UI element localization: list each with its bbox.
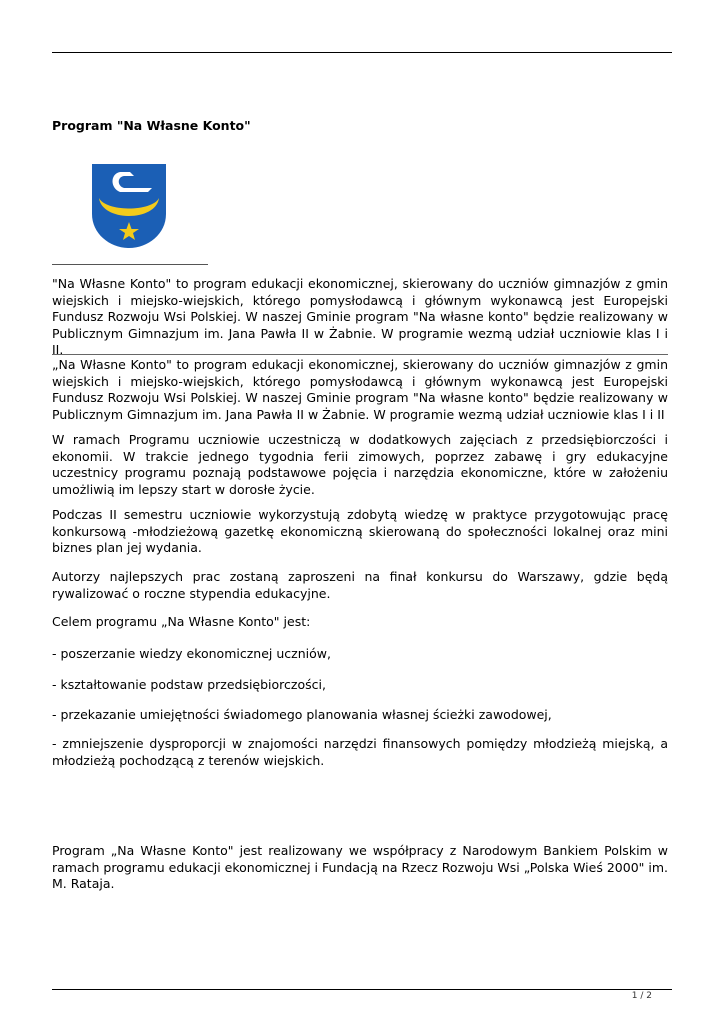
- separator-rule: [52, 264, 208, 265]
- crest-emblem: [90, 162, 168, 250]
- list-item-goal-1: - poszerzanie wiedzy ekonomicznej uczniów,: [52, 646, 331, 661]
- paragraph-semester: Podczas II semestru uczniowie wykorzystują zdobytą wiedzę w praktyce przygotowując pracę konkursową -młodzieżową gazetkę ekonomiczną skierowaną do społeczności lokalnej oraz mini biznes plan jej wydania.: [52, 507, 668, 556]
- paragraph-program-scope: W ramach Programu uczniowie uczestniczą w dodatkowych zajęciach z przedsiębiorczości i ekonomii. W trakcie jednego tygodnia ferii zimowych, poprzez zabawę i gry edukacyjne uczestnicy programu poznają podstawowe pojęcia i narzędzia ekonomiczne, które w założeniu umożliwią im lepszy start w dorosłe życie.: [52, 432, 668, 497]
- footer-rule: [52, 989, 672, 990]
- paragraph-partners: Program „Na Własne Konto" jest realizowany we współpracy z Narodowym Bankiem Polskim w ramach programu edukacji ekonomicznej i Fundacją na Rzecz Rozwoju Wsi „Polska Wieś 2000" im. M. Rataja.: [52, 843, 668, 892]
- page-number: 1 / 2: [631, 991, 652, 1001]
- list-item-goal-2: - kształtowanie podstaw przedsiębiorczości,: [52, 677, 326, 692]
- document-title: Program "Na Własne Konto": [52, 118, 251, 133]
- list-item-goal-4: - zmniejszenie dysproporcji w znajomości narzędzi finansowych pomiędzy młodzieżą miejską, a młodzieżą pochodzącą z terenów wiejskich.: [52, 736, 668, 768]
- header-rule: [52, 52, 672, 53]
- list-item-goal-3: - przekazanie umiejętności świadomego planowania własnej ścieżki zawodowej,: [52, 707, 552, 722]
- paragraph-finals: Autorzy najlepszych prac zostaną zaproszeni na finał konkursu do Warszawy, gdzie będą rywalizować o roczne stypendia edukacyjne.: [52, 569, 668, 601]
- paragraph-goals-heading: Celem programu „Na Własne Konto" jest:: [52, 614, 311, 629]
- paragraph-intro-repeat: „Na Własne Konto" to program edukacji ekonomicznej, skierowany do uczniów gimnazjów z gmin wiejskich i miejsko-wiejskich, którego pomysłodawcą i głównym wykonawcą jest Europejski Fundusz Rozwoju Wsi Polskiej. W naszej Gminie program "Na własne konto" będzie realizowany w Publicznym Gimnazjum im. Jana Pawła II w Żabnie. W programie wezmą udział uczniowie klas I i II: [52, 354, 668, 423]
- paragraph-intro: "Na Własne Konto" to program edukacji ekonomicznej, skierowany do uczniów gimnazjów z gmin wiejskich i miejsko-wiejskich, którego pomysłodawcą i głównym wykonawcą jest Europejski Fundusz Rozwoju Wsi Polskiej. W naszej Gminie program "Na własne konto" będzie realizowany w Publicznym Gimnazjum im. Jana Pawła II w Żabnie. W programie wezmą udział uczniowie klas I i II.: [52, 276, 668, 358]
